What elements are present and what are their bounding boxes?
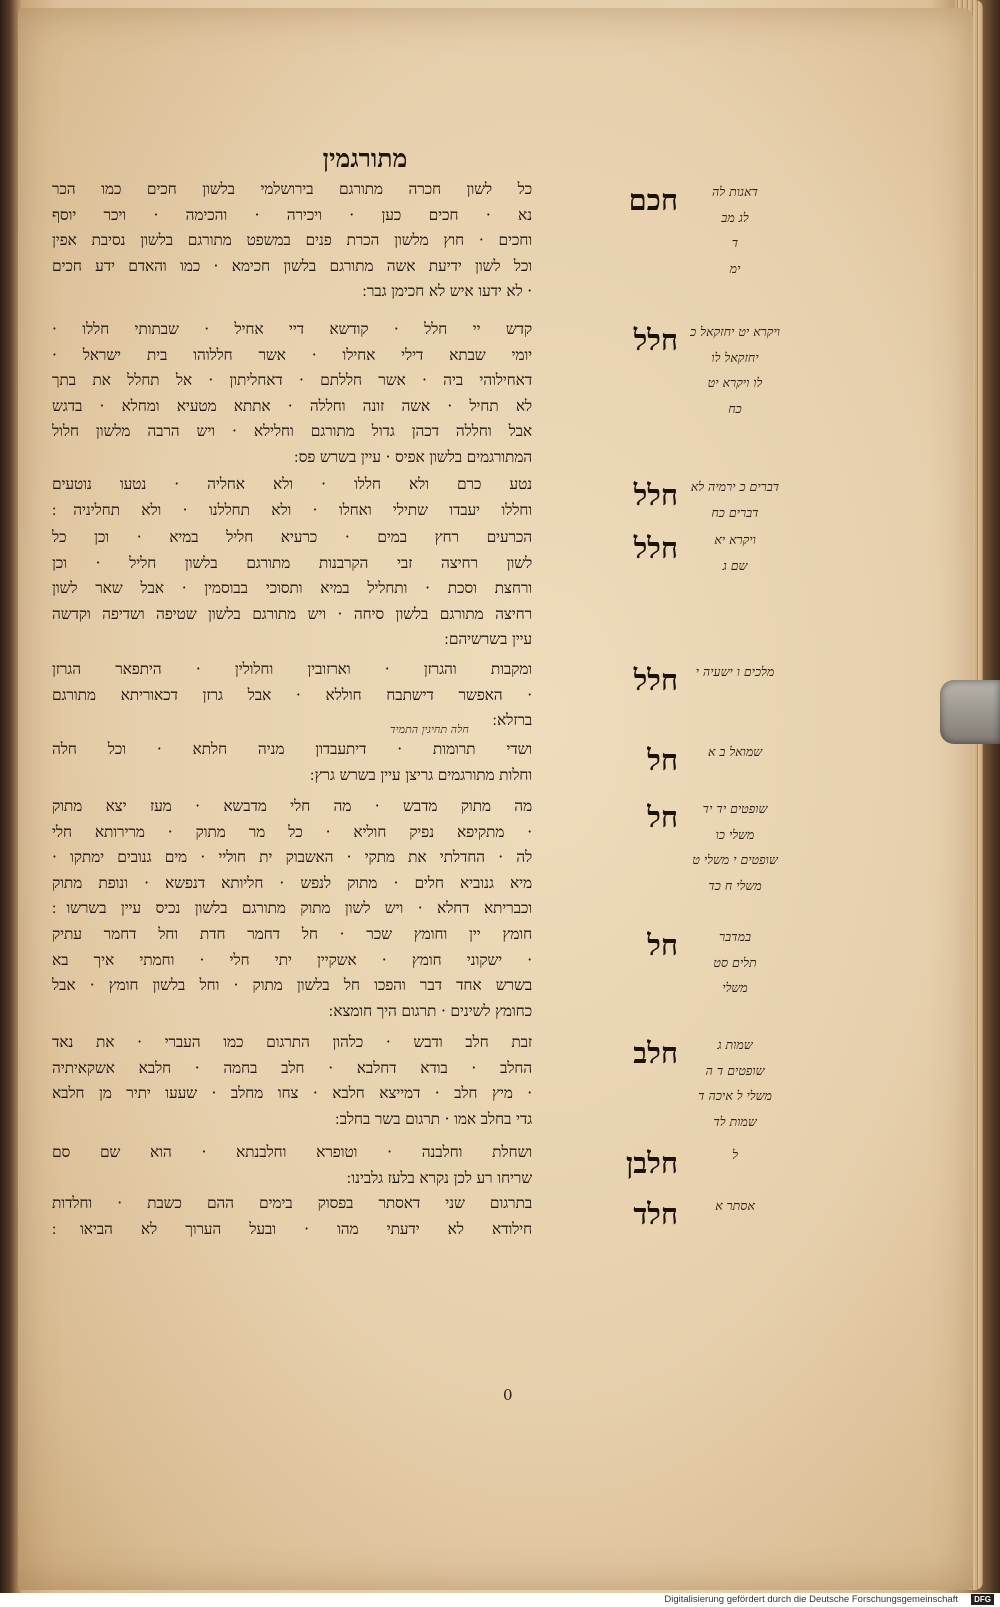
- entry-text-line: · ישקוני חומץ · אשקיין יתי חלי · וחמתי איך בא: [52, 950, 532, 969]
- margin-reference: אסתר א: [715, 1198, 755, 1213]
- entry-text-line: ושדי תרומות · דיתעבדון מניה חלתא · וכל חלה: [52, 740, 532, 758]
- entry-text-line: קדש יי חלל · קודשא דיי אחיל · שבתותי חללו ·: [52, 320, 532, 338]
- margin-reference: שופטים יד יד: [702, 801, 768, 816]
- entry-text-line: וכל לשון ידיעת אשה מתורגם בלשון חכימא · כמו והאדם ידע חכים: [52, 256, 532, 275]
- entry-text-line: החלב · בודא דחלבא · חלב בחמה · חלבא אשקאיתיה: [52, 1058, 532, 1077]
- entry-text-line: ומקבות והגרזן · וארזובין וחלולין · היתפאר הגרזן: [52, 660, 532, 678]
- entry-text-line: אבל וחללה דכהן גדול מתורגם וחלילא · ויש הרבה מלשון חלול: [52, 422, 532, 441]
- margin-reference: לו ויקרא יט: [707, 375, 763, 391]
- entry-text-line: כחומץ לשינים · תרגום היך חומצא ׃: [328, 1001, 532, 1020]
- entry-headword: חלל: [633, 531, 678, 565]
- entry-text-line: יומי שבתא דילי אחילו · אשר חללוהו בית ישראל ·: [52, 345, 532, 364]
- margin-reference: שופטים י משלי ט: [692, 852, 778, 868]
- entry-headword: חלב: [633, 1036, 678, 1070]
- entry-text-line: ושחלת וחלבנה · וטופרא וחלבנתא · הוא שם סם: [52, 1143, 532, 1161]
- entry-text-line: הכרעים רחץ במים · כרעיא חליל במיא · וכן כל: [52, 528, 532, 546]
- entry-text-line: נטע כרם ולא חללו · ולא אחליה · נטעו נוטעים: [52, 475, 532, 493]
- entry-text-line: · מתקיפא נפיק חוליא · כל מר מתוק · מרירותא חלי: [52, 822, 532, 841]
- margin-reference: שמות לד: [713, 1113, 757, 1129]
- entry-text-line: מה מתוק מדבש · מה חלי מדבשא · מעז יצא מתוק: [52, 797, 532, 815]
- entry-headword: חלל: [633, 323, 678, 357]
- margin-reference: ל: [732, 1147, 738, 1162]
- entry-text-line: לשון רחיצה זבי הקרבנות מתורגם בלשון חליל · וכן: [52, 553, 532, 572]
- entry-text-line: לא תחיל · אשה זונה וחללה · אתתא מטעיא ומחלא · בדגש: [52, 396, 532, 415]
- margin-reference: כח: [728, 400, 742, 416]
- margin-reference: במדבר: [718, 929, 752, 944]
- entry-text-line: חומץ יין וחומץ שכר · חל דחמר חדת וחל דחמר עתיק: [52, 925, 532, 943]
- entry-text-line: זבת חלב ודבש · כלהון התרגום כמו העברי · את נאד: [52, 1033, 532, 1051]
- entry-text-line: בתרגום שני דאסתר בפסוק בימים ההם כשבת · וחלדות: [52, 1194, 532, 1212]
- entry-text-line: חילודא לא ידעתי מהו · ובעל הערוך לא הביאו ׃: [52, 1219, 532, 1238]
- entry-text-line: · לא ידעו איש לא חכימן גבר ׃: [362, 282, 532, 301]
- entry-text-line: ברזלא ׃: [492, 711, 532, 730]
- margin-reference: מלכים ו ישעיה י: [695, 664, 775, 679]
- entry-text-line: עיין בשרשיהם ׃: [444, 630, 532, 649]
- entry-text-line: רחיצה מתורגם בלשון סיחה · ויש מתורגם בלשון שטיפה ושדיפה וקדשה: [52, 604, 532, 623]
- footer: [0, 1593, 1000, 1607]
- margin-reference: תלים סט: [713, 954, 757, 970]
- entry-text-line: כל לשון חכרה מתורגם בירושלמי בלשון חכים כמו הכר: [52, 180, 532, 198]
- margin-reference: דברים כח: [711, 504, 759, 520]
- entry-headword: חלל: [633, 478, 678, 512]
- entry-headword: חלבן: [625, 1146, 678, 1180]
- margin-reference: משלי כו: [715, 826, 755, 842]
- margin-reference: ויקרא יט יחזקאל כ: [690, 324, 780, 339]
- entry-headword: חכם: [628, 183, 678, 217]
- margin-reference: משלי ח כד: [708, 877, 762, 893]
- margin-reference: ויקרא יא: [714, 532, 756, 547]
- margin-reference: שמואל ב א: [707, 744, 763, 759]
- footer-text: Digitalisierung gefördert durch die Deutsche Forschungsgemeinschaft: [664, 1594, 958, 1605]
- running-head: מתורגמין: [322, 144, 408, 173]
- margin-reference: משלי: [722, 980, 748, 996]
- margin-reference: יחזקאל לו: [711, 349, 759, 365]
- margin-reference: ד: [731, 235, 739, 251]
- entry-text-line: גדי בחלב אמו · תרגום בשר בחלב ׃: [335, 1109, 532, 1128]
- entry-headword: חלד: [633, 1197, 678, 1231]
- entry-headword: חל: [647, 928, 678, 962]
- entry-text-line: בשרש אחד דבר והפכו חל בלשון מתוק · וחל בלשון חומץ · אבל: [52, 976, 532, 995]
- entry-text-line: וחללו יעבדו שתילי ואחלו · ולא תחללנו · ולא תחליניה ׃: [52, 500, 532, 519]
- entry-text-line: · האפשר דישתבח חוללא · אבל גרזן דכאוריתא מתורגם: [52, 685, 532, 704]
- entry-text-line: וכבריתא דחלא · ויש לשון מתוק מתורגם בלשון נכיס עיין בשרשו ׃: [52, 899, 532, 918]
- entry-text-line: המתורגמים בלשון אפיס · עיין בשרש פס ׃: [294, 448, 532, 466]
- entry-text-line: וחכים · חוץ מלשון הכרת פנים במשפט מתורגם בלשון נסיבת אפין: [52, 231, 532, 250]
- dfg-logo: DFG: [971, 1594, 994, 1605]
- margin-reference: דאגות לה: [711, 184, 759, 199]
- margin-reference: שם ג: [722, 557, 748, 573]
- page-number: 0: [503, 1386, 513, 1404]
- margin-reference: משלי ל איכה ד: [698, 1088, 772, 1104]
- margin-reference: שמות ג: [717, 1037, 753, 1052]
- entry-text-line: דאחילוהי ביה · אשר חללתם · דאחליתון · אל תחלל את בתך: [52, 371, 532, 390]
- margin-reference: ימ: [729, 260, 741, 276]
- entry-text-line: נא · חכים כען · ויכירה · והכימה · ויכר יוסף: [52, 205, 532, 224]
- handwritten-note: חלה תחיגין התמיד: [390, 723, 469, 736]
- margin-reference: שופטים ד ה: [705, 1062, 765, 1078]
- entry-text-line: לה · החדלתי את מתקי · האשבוק ית חוליי · מים גנובים ימתקו ·: [52, 848, 532, 867]
- margin-reference: לג מב: [721, 209, 749, 225]
- entry-text-line: ורחצת וסכת · ותחליל במיא ותסוכי בבוסמין · אבל שאר לשון: [52, 579, 532, 598]
- entry-headword: חל: [647, 743, 678, 777]
- entry-text-line: שריחו רע לכן נקרא בלעז גלבינו ׃: [346, 1168, 532, 1187]
- entry-text-line: מיא גנוביא חלים · מתוק לנפש · חליותא דנפשא · ונופת מתוק: [52, 873, 532, 892]
- entry-headword: חל: [647, 800, 678, 834]
- margin-reference: דברים כ ירמיה לא: [690, 479, 780, 494]
- entry-text-line: · מיץ חלב · דמייצא חלבא · צחו מחלב · שעעו יתיר מן חלבא: [52, 1084, 532, 1103]
- entry-text-line: וחלות מתורגמים גריצן עיין בשרש גרץ ׃: [310, 765, 532, 784]
- entry-headword: חלל: [633, 663, 678, 697]
